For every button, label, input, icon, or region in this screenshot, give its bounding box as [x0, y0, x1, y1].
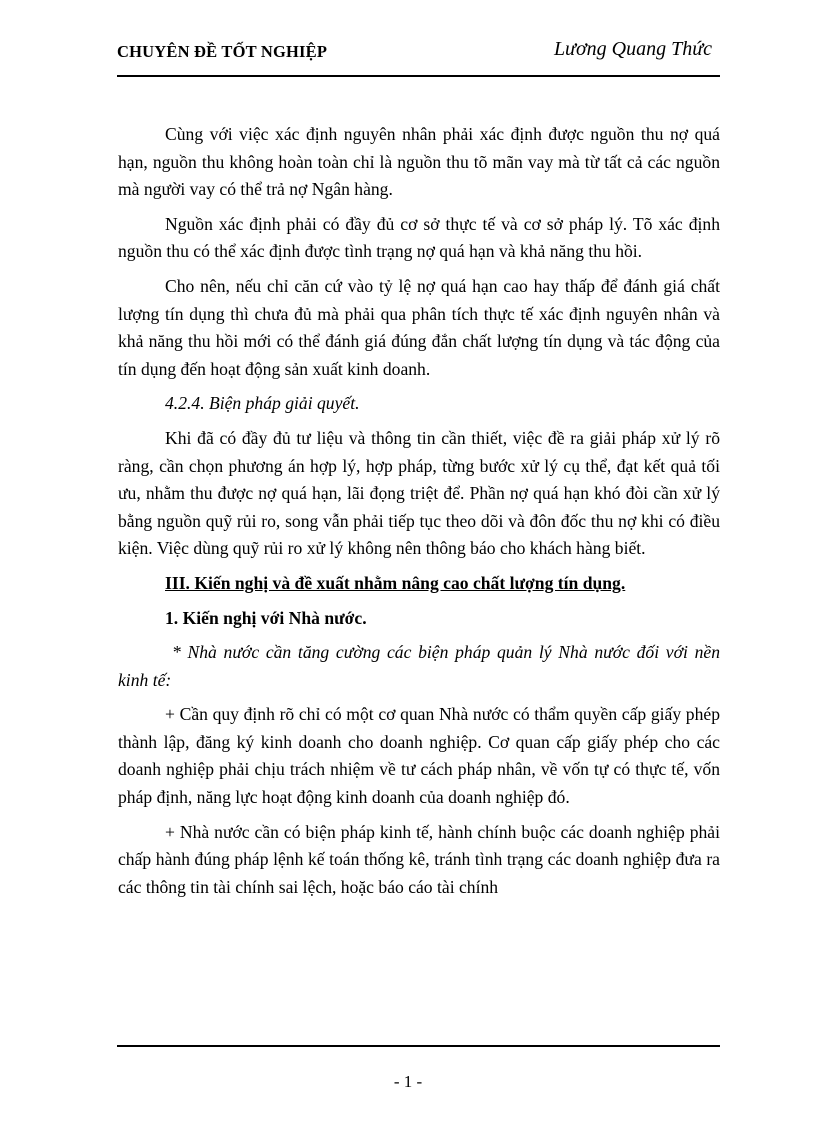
- paragraph-debt-sources: Cùng với việc xác định nguyên nhân phải xác định được nguồn thu nợ quá hạn, nguồn thu không hoàn toàn chỉ là nguồn thu tõ mãn vay mà từ tất cả các nguồn mà người vay có thể trả nợ Ngân hàng.: [118, 124, 720, 200]
- paragraph-accounting: + Nhà nước cần có biện pháp kinh tế, hành chính buộc các doanh nghiệp phải chấp hành đúng pháp lệnh kế toán thống kê, tránh tình trạng các doanh nghiệp đưa ra các thông tin tài chính sai lệch, hoặc báo cáo tài chính: [118, 821, 720, 897]
- paragraph-solutions: Khi đã có đầy đủ tư liệu và thông tin cần thiết, việc đề ra giải pháp xử lý rõ ràng, cần chọn phương án hợp lý, hợp pháp, từng bước xử lý cụ thể, đạt kết quả tối ưu, nhằm thu được nợ quá hạn, lãi đọng triệt để. Phần nợ quá hạn khó đòi cần xử lý bằng nguồn quỹ rủi ro, song vẫn phải tiếp tục theo dõi và đôn đốc thu nợ khi có điều kiện. Việc dùng quỹ rủi ro xử lý không nên thông báo cho khách hàng biết.: [118, 427, 720, 559]
- document-title: CHUYÊN ĐỀ TỐT NGHIỆP: [117, 42, 328, 61]
- header-rule: [117, 75, 720, 77]
- section-heading-iii: III. Kiến nghị và đề xuất nhằm nâng cao chất lượng tín dụng.: [165, 572, 626, 593]
- paragraph-credit-quality: Cho nên, nếu chỉ căn cứ vào tỷ lệ nợ quá hạn cao hay thấp để đánh giá chất lượng tín dụng thì chưa đủ mà phải qua phân tích thực tế xác định nguyên nhân và khả năng thu hồi mới có thể đánh giá đúng đắn chất lượng tín dụng và tác động của tín dụng đến hoạt động sản xuất kinh doanh.: [118, 275, 720, 379]
- paragraph-legal-basis: Nguồn xác định phải có đầy đủ cơ sở thực tế và cơ sở pháp lý. Tõ xác định nguồn thu có thể xác định được tình trạng nợ quá hạn và khả năng thu hồi.: [118, 213, 720, 262]
- section-heading-1: 1. Kiến nghị với Nhà nước.: [165, 607, 367, 628]
- page-header: [117, 36, 720, 70]
- author-name: Lương Quang Thức: [553, 38, 712, 60]
- paragraph-state-management: * Nhà nước cần tăng cường các biện pháp quản lý Nhà nước đối với nền kinh tế:: [118, 642, 720, 690]
- footer-rule: [117, 1045, 720, 1047]
- page-number: - 1 -: [393, 1072, 423, 1091]
- section-heading-4-2-4: 4.2.4. Biện pháp giải quyết.: [165, 393, 360, 414]
- document-body: [118, 121, 720, 908]
- paragraph-licensing: + Cần quy định rõ chỉ có một cơ quan Nhà nước có thẩm quyền cấp giấy phép thành lập, đăng ký kinh doanh cho doanh nghiệp. Cơ quan cấp giấy phép cho các doanh nghiệp phải chịu trách nhiệm về tư cách pháp nhân, về vốn tự có thực tế, vốn pháp định, năng lực hoạt động kinh doanh của doanh nghiệp đó.: [118, 704, 720, 808]
